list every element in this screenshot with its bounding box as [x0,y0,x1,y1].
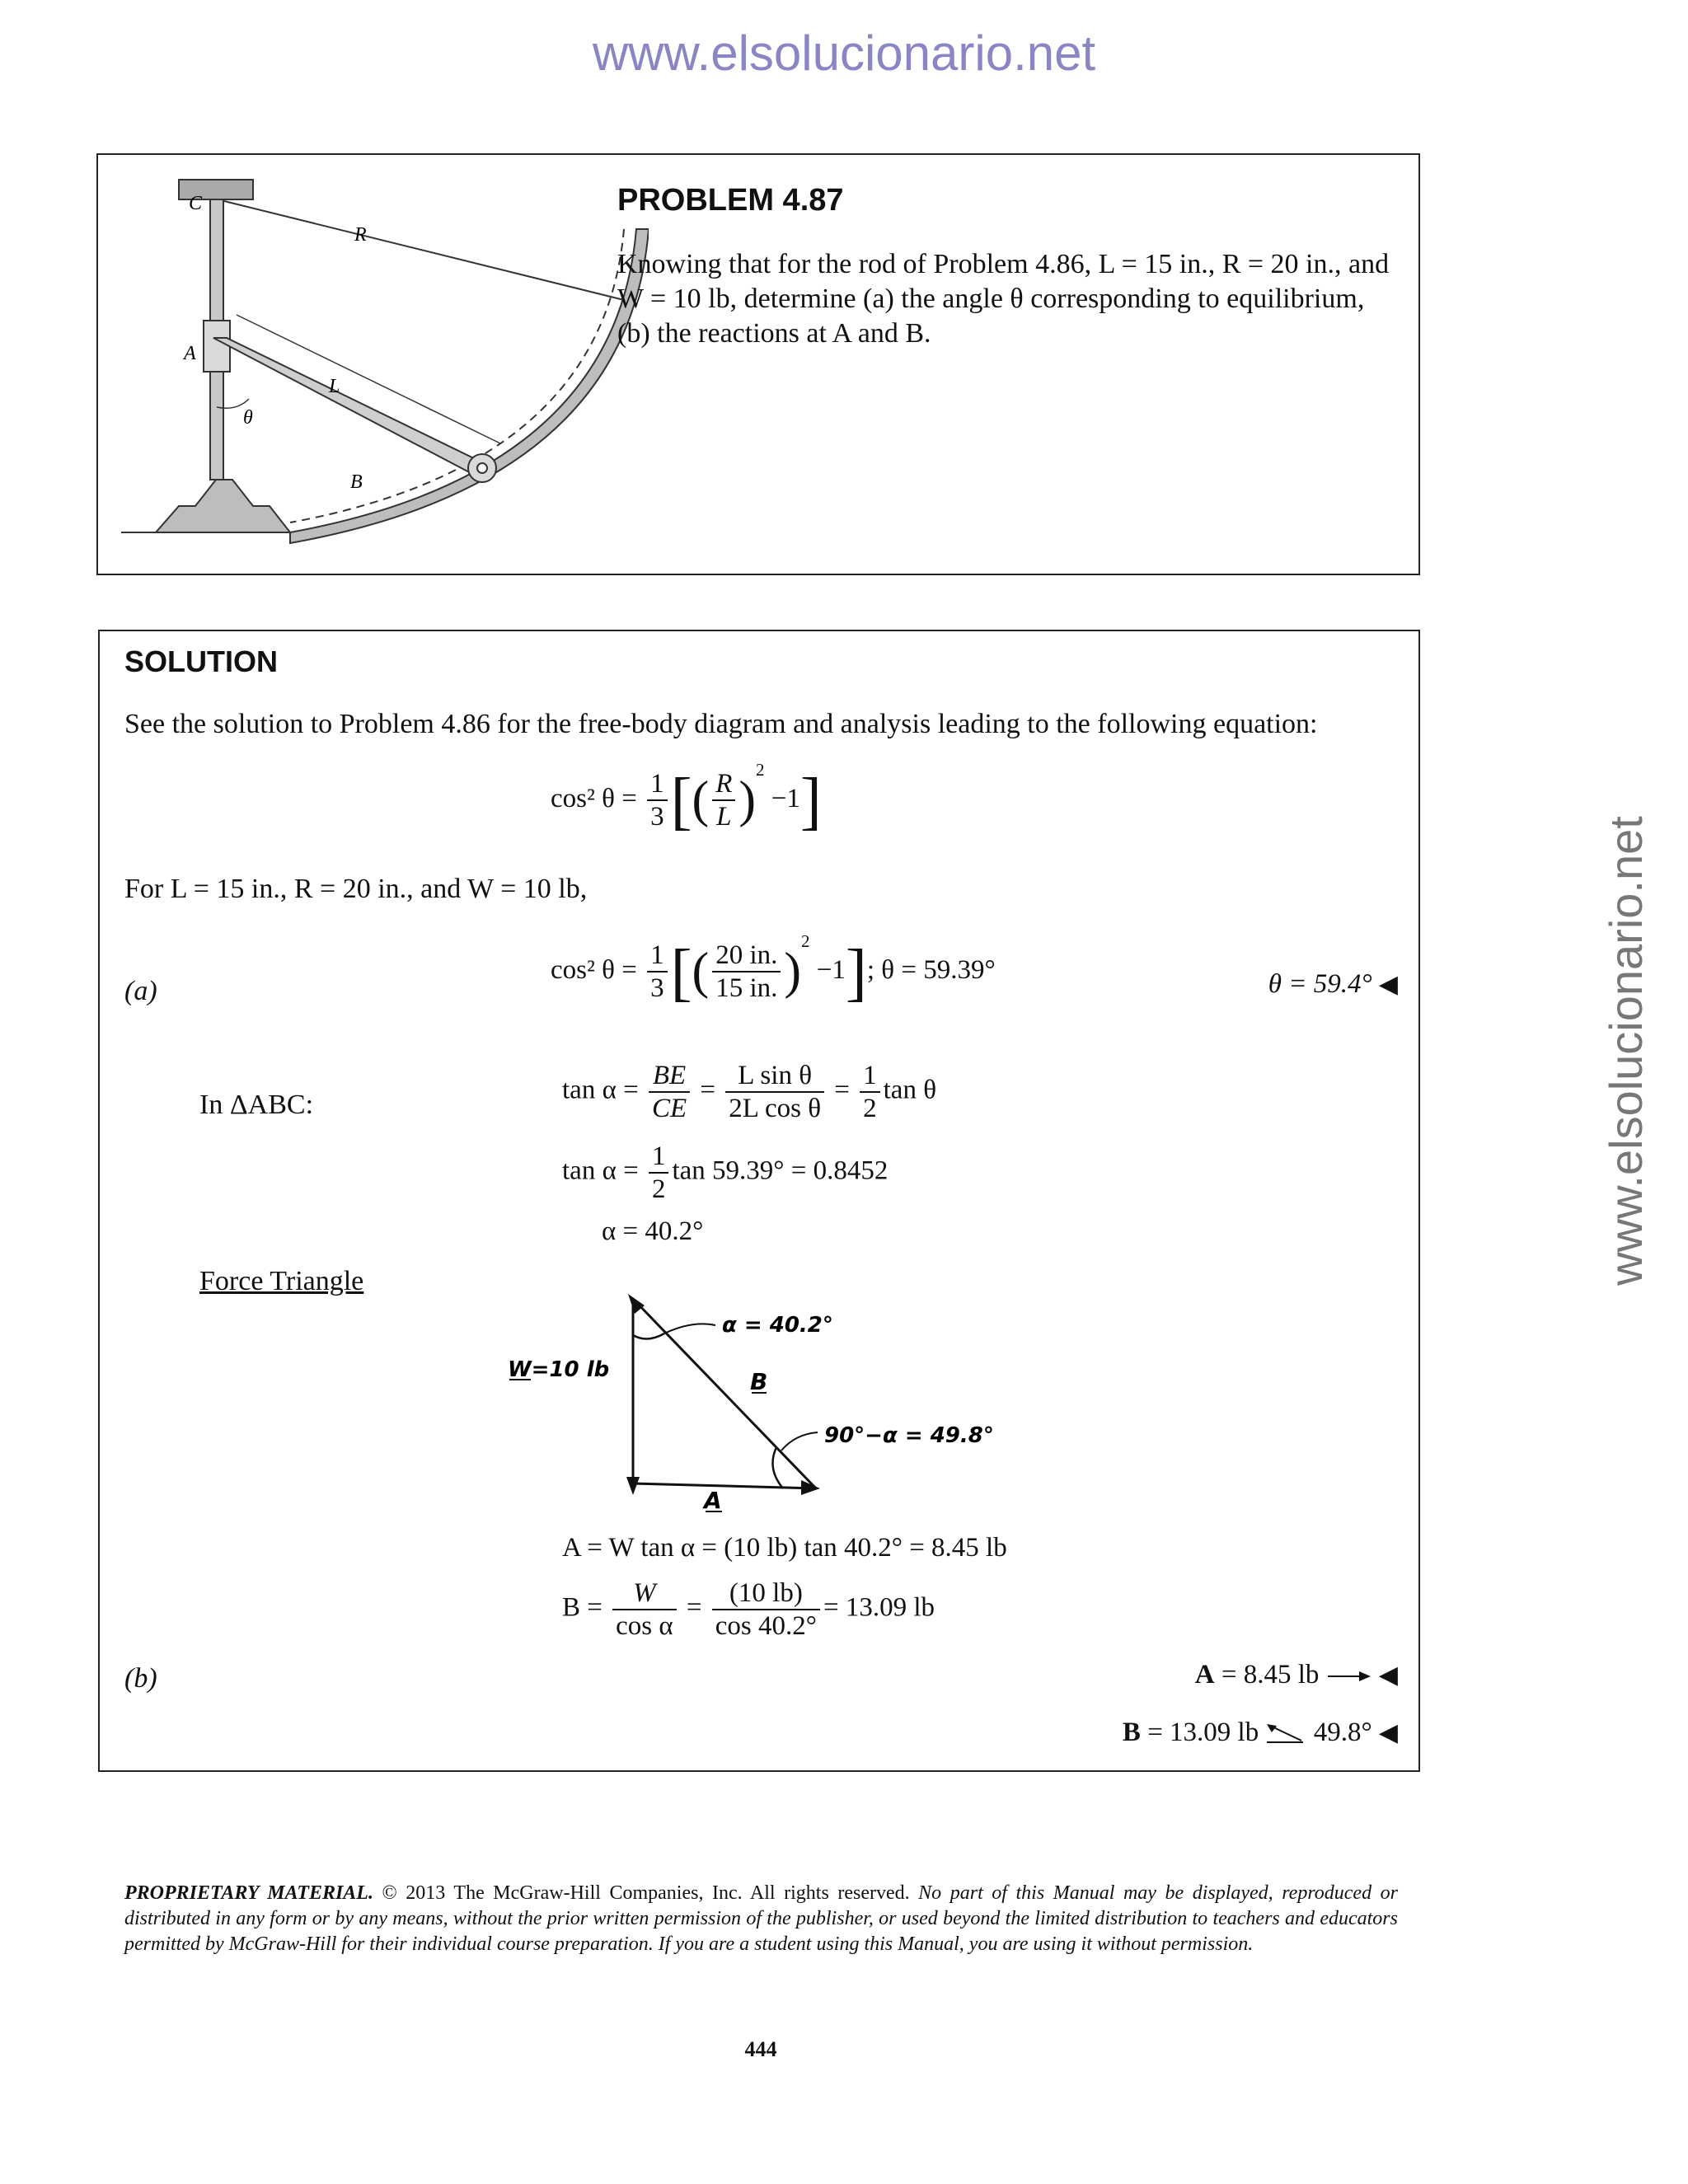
end-marker-icon: ◀ [1378,1661,1398,1689]
statement-line-1: Knowing that for the rod of Problem 4.86, L = 15 in., R = 20 in., and [617,249,1390,279]
curved-surface [290,229,649,543]
answer-b-a: A = 8.45 lb ◀ [1194,1660,1398,1690]
length-dimension [237,315,500,443]
page-number: 444 [744,2037,777,2061]
watermark-side: www.elsolucionario.net [1600,816,1652,1286]
force-triangle-heading: Force Triangle [199,1266,364,1296]
radius-line [224,201,624,300]
radius-arc [290,229,624,523]
sketch-a-label: A [704,1487,722,1514]
solution-heading: SOLUTION [124,644,278,678]
answer-a: θ = 59.4° ◀ [1268,969,1398,999]
alpha-arc [633,1333,664,1339]
equation-tan-alpha: tan α = $\frac{BE}{CE}$ = $\frac{\text{L sin θ}}{\text{2L cos θ}}$ = $\frac{1}{2}$ tan θ [562,1061,936,1123]
end-marker-icon: ◀ [1378,1719,1398,1746]
problem-title: PROBLEM 4.87 [617,183,844,218]
a-vector [633,1483,816,1488]
equation-cos2-theta: cos² θ = $\frac{1}{3}$ [( $\frac{R}{L}$ )$^2$ −1] [551,760,822,837]
label-c: C [189,193,203,214]
equation-a-force: A = W tan α = (10 lb) tan 40.2° = 8.45 lb [562,1533,1007,1563]
givens-line: For L = 15 in., R = 20 in., and W = 10 lb, [124,874,588,904]
part-b-label: (b) [124,1663,157,1694]
equation-tan-alpha-value: tan α = $\frac{1}{2}$ tan 59.39° = 0.8452 [562,1141,889,1204]
watermark-top: www.elsolucionario.net [592,26,1096,81]
equation-theta-value: cos² θ = $\frac{1}{3}$ [( $\frac{20 in.}{15 in.}$ )$^2$ −1]; θ = 59.39° [551,931,996,1008]
problem-statement [617,247,1400,351]
label-l: L [329,376,340,397]
label-theta: θ [243,407,253,429]
end-marker-icon: ◀ [1378,971,1398,998]
label-r: R [354,224,367,246]
equation-alpha: α = 40.2° [602,1216,704,1246]
collar-a [204,321,230,372]
ground-support [121,480,290,532]
statement-line-3: (b) the reactions at A and B. [617,318,931,349]
angled-arrow-icon [1265,1722,1306,1746]
label-a: A [184,343,196,364]
right-arrow-icon [1326,1668,1372,1685]
triangle-label: In ΔABC: [199,1090,314,1120]
solution-intro: See the solution to Problem 4.86 for the free-body diagram and analysis leading to the following equation: [124,709,1318,739]
rod-ab [213,338,484,475]
sketch-angle-label: 90°−α = 49.8° [824,1423,994,1448]
sketch-b-label: B [750,1368,768,1395]
part-a-label: (a) [124,976,157,1006]
answer-b-b: B = 13.09 lb 49.8° ◀ [1122,1718,1398,1747]
label-b: B [350,471,363,493]
sketch-w-label: W=10 lb [508,1357,610,1382]
problem-box [96,153,1420,575]
rod-figure [121,176,649,555]
proprietary-notice: PROPRIETARY MATERIAL. © 2013 The McGraw-Hill Companies, Inc. All rights reserved. No part of this Manual may be displayed, reproduced or distributed in any form or by any means, without the prior written permission of the publisher, or used beyond the limited distribution to teachers and educators permitted by McGraw-Hill for their individual course preparation. If you are a student using this Manual, you are using it without permission. [124,1882,1398,1955]
w-arrowhead [626,1477,640,1495]
equation-b-force: B = $\frac{W}{\text{cos α}}$ = $\frac{(10 lb)}{\cos 40.2^\circ}$ = 13.09 lb [562,1578,935,1641]
statement-line-2: W = 10 lb, determine (a) the angle θ corresponding to equilibrium, [617,284,1365,314]
b-arrowhead [628,1294,645,1314]
force-triangle-sketch [503,1286,1030,1525]
sketch-alpha-label: α = 40.2° [722,1313,833,1338]
